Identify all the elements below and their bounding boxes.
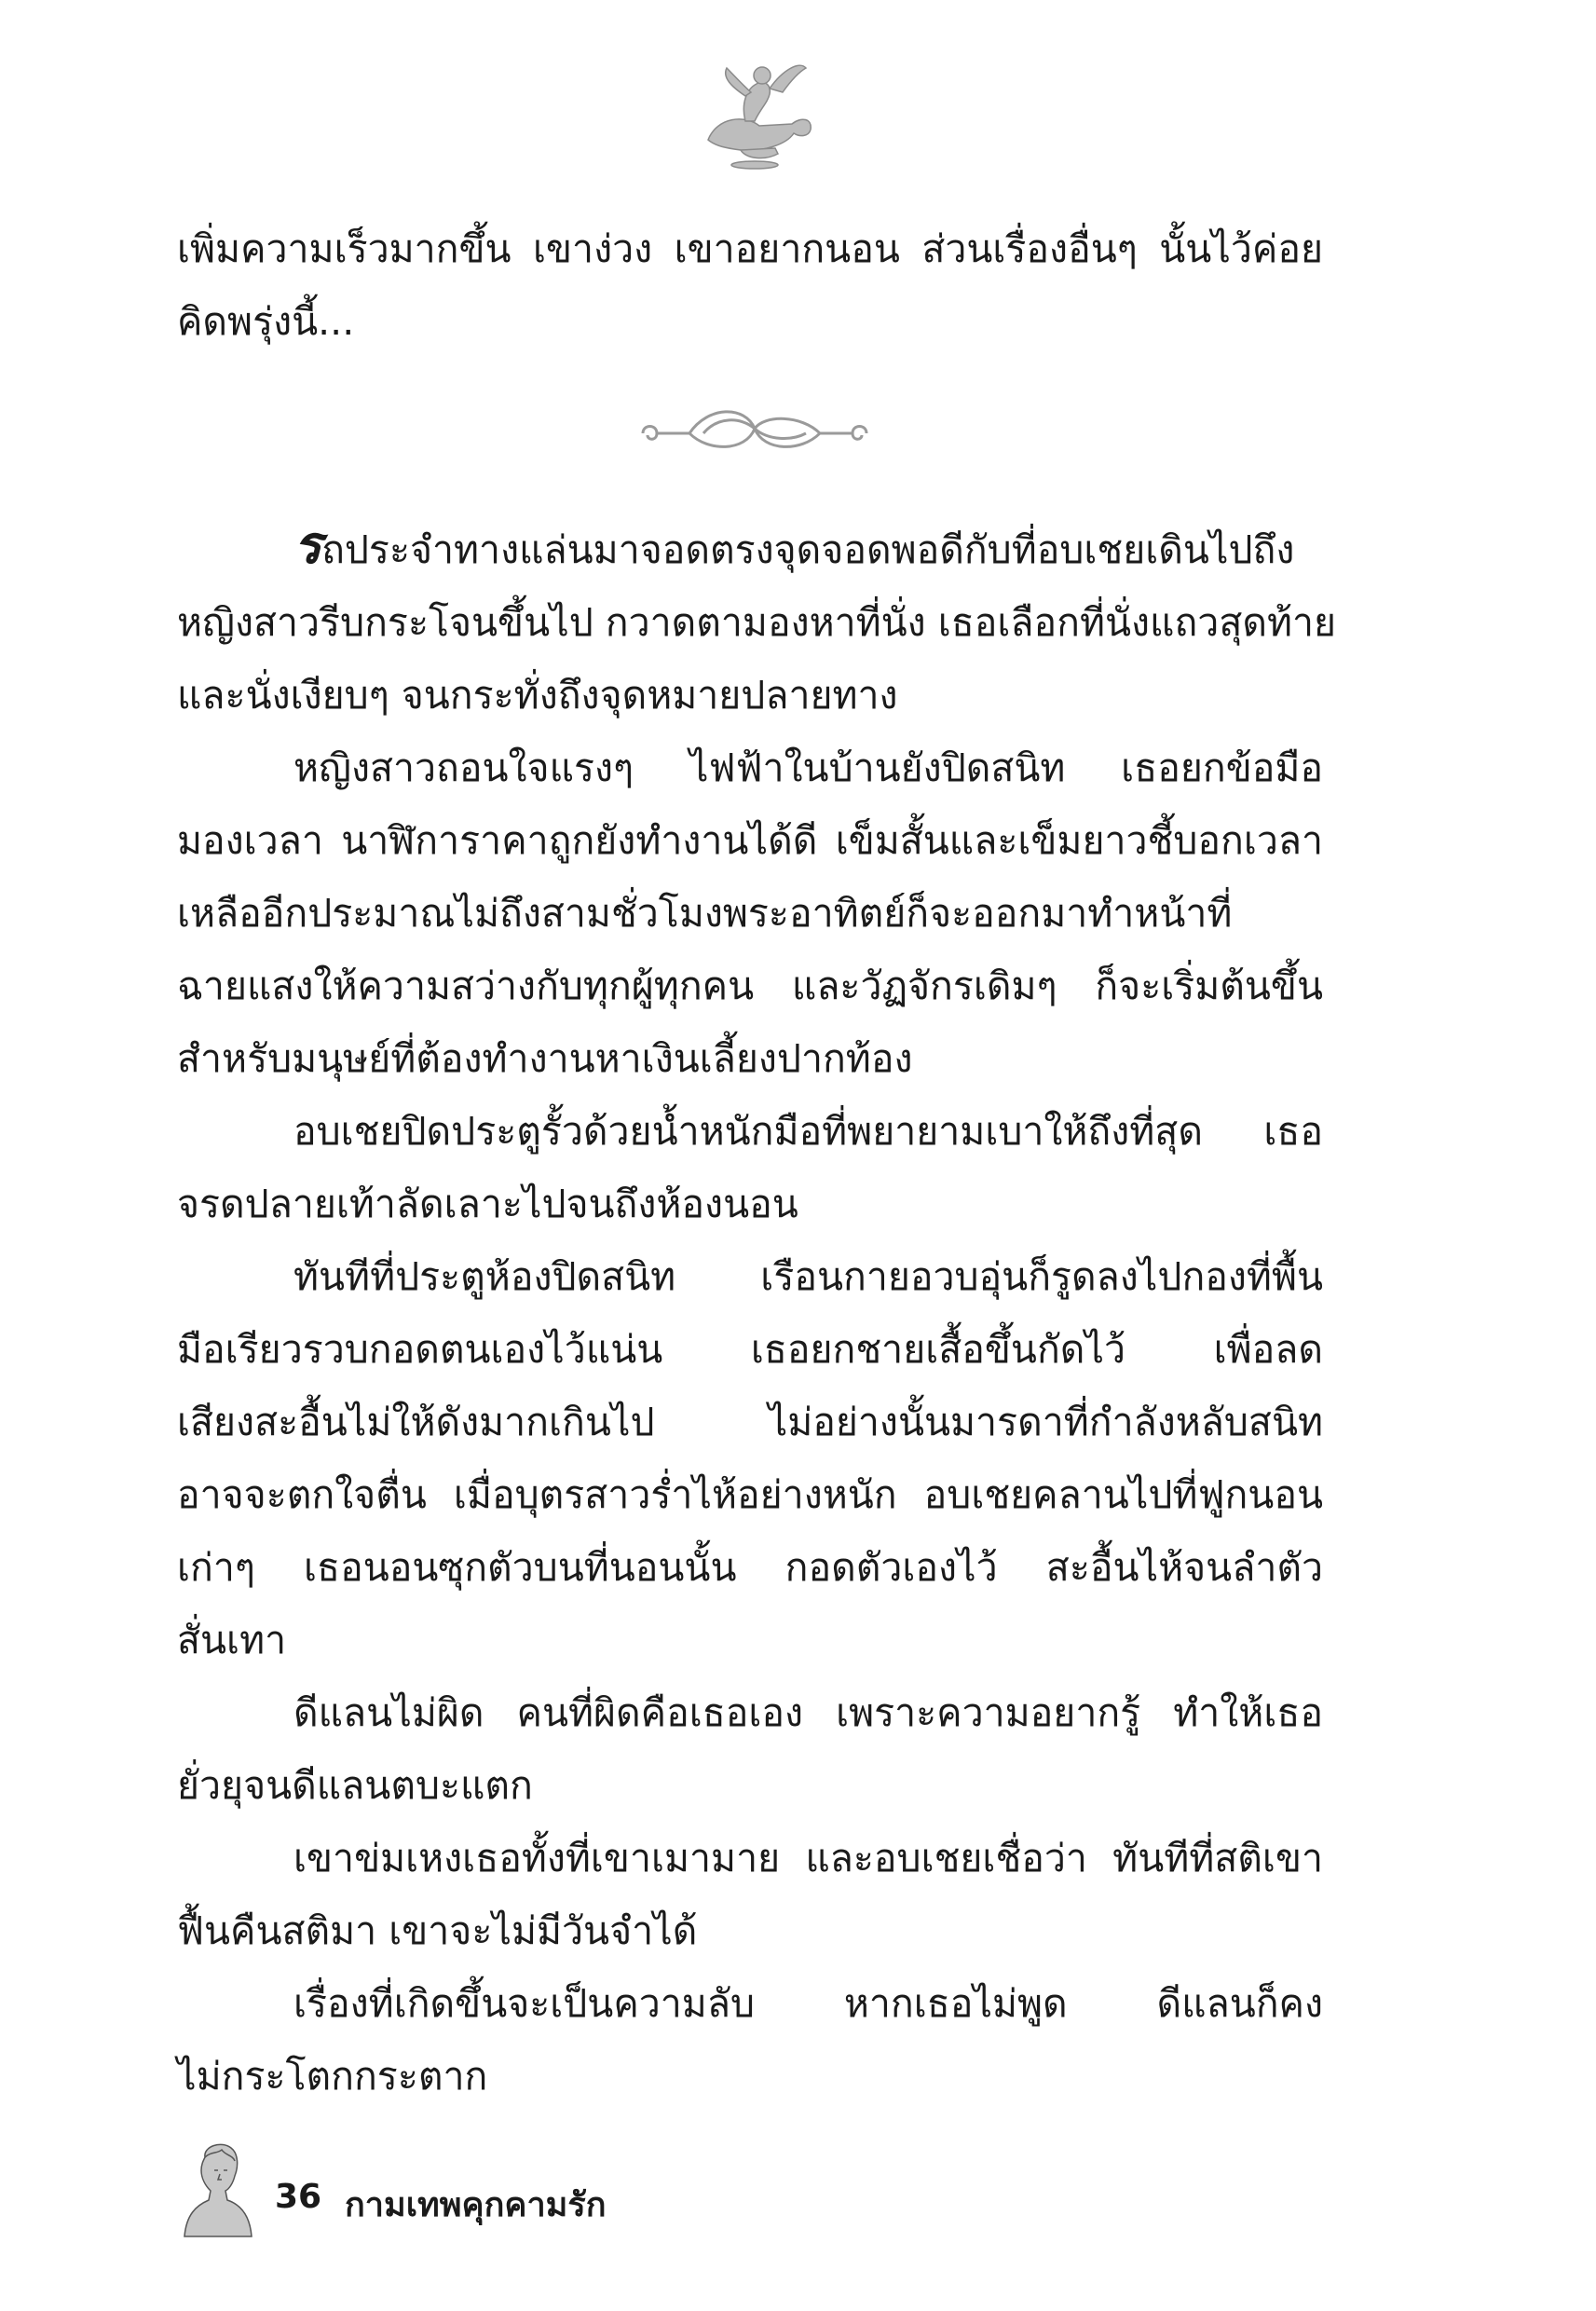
section-body bbox=[177, 509, 1337, 2113]
text-line: สั่นเทา bbox=[177, 1618, 287, 1662]
text-line-rest: ถประจำทางแล่นมาจอดตรงจุดจอดพอดีกับที่อบเชยเดินไปถึง bbox=[321, 527, 1295, 572]
text-line: มองเวลา นาฬิการาคาถูกยังทำงานได้ดี เข็มสั้นและเข็มยาวชี้บอกเวลา bbox=[177, 818, 1323, 863]
text-line: เขาข่มเหงเธอทั้งที่เขาเมามาย และอบเชยเชื่อว่า ทันทีที่สติเขา bbox=[293, 1836, 1323, 1880]
text-line: หญิงสาวถอนใจแรงๆ ไฟฟ้าในบ้านยังปิดสนิท เธอยกข้อมือ bbox=[293, 745, 1323, 790]
text-line: ฉายแสงให้ความสว่างกับทุกผู้ทุกคน และวัฏจักรเดิมๆ ก็จะเริ่มต้นขึ้น bbox=[177, 964, 1323, 1008]
text-line: จรดปลายเท้าลัดเลาะไปจนถึงห้องนอน bbox=[177, 1182, 798, 1226]
text-line: และนั่งเงียบๆ จนกระทั่งถึงจุดหมายปลายทาง bbox=[177, 673, 898, 718]
text-line: อาจจะตกใจตื่น เมื่อบุตรสาวร่ำไห้อย่างหนัก อบเชยคลานไปที่ฟูกนอน bbox=[177, 1472, 1323, 1517]
text-line: สำหรับมนุษย์ที่ต้องทำงานหาเงินเลี้ยงปากท้อง bbox=[177, 1036, 913, 1081]
text-line: ดีแลนไม่ผิด คนที่ผิดคือเธอเอง เพราะความอยากรู้ ทำให้เธอ bbox=[293, 1690, 1323, 1735]
text-line: ฟื้นคืนสติมา เขาจะไม่มีวันจำได้ bbox=[177, 1908, 698, 1953]
text-line: ยั่วยุจนดีแลนตบะแตก bbox=[177, 1763, 533, 1808]
text-line: เหลืออีกประมาณไม่ถึงสามชั่วโมงพระอาทิตย์ก็จะออกมาทำหน้าที่ bbox=[177, 891, 1233, 936]
text-line bbox=[177, 509, 1323, 586]
book-title: กามเทพคุกคามรัก bbox=[345, 2186, 607, 2224]
text-line: เสียงสะอื้นไม่ให้ดังมากเกินไป ไม่อย่างนั้นมารดาที่กำลังหลับสนิท bbox=[177, 1400, 1323, 1444]
text-line: มือเรียวรวบกอดตนเองไว้แน่น เธอยกชายเสื้อขึ้นกัดไว้ เพื่อลด bbox=[177, 1327, 1323, 1372]
text-line: เพิ่มความเร็วมากขึ้น เขาง่วง เขาอยากนอน ส่วนเรื่องอื่นๆ นั้นไว้ค่อย bbox=[177, 226, 1323, 271]
scroll-divider-ornament bbox=[624, 396, 885, 461]
paragraph-continued bbox=[177, 212, 1323, 358]
text-line: ทันทีที่ประตูห้องปิดสนิท เรือนกายอวบอุ่นก็รูดลงไปกองที่พื้น bbox=[293, 1254, 1323, 1299]
page-number: 36 bbox=[275, 2178, 322, 2216]
text-line: คิดพรุ่งนี้... bbox=[177, 299, 355, 344]
text-line: ไม่กระโตกกระตาก bbox=[177, 2054, 488, 2099]
statue-bust-icon bbox=[177, 2139, 256, 2241]
text-line: อบเชยปิดประตูรั้วด้วยน้ำหนักมือที่พยายามเบาให้ถึงที่สุด เธอ bbox=[293, 1109, 1323, 1154]
drop-cap: ร bbox=[293, 514, 322, 576]
text-line: เก่าๆ เธอนอนซุกตัวบนที่นอนนั้น กอดตัวเองไว้ สะอื้นไห้จนลำตัว bbox=[177, 1545, 1323, 1590]
cherub-lamp-ornament bbox=[689, 51, 820, 172]
text-line: หญิงสาวรีบกระโจนขึ้นไป กวาดตามองหาที่นั่ง เธอเลือกที่นั่งแถวสุดท้าย bbox=[177, 600, 1337, 645]
page-footer bbox=[177, 2139, 922, 2241]
text-line: เรื่องที่เกิดขึ้นจะเป็นความลับ หากเธอไม่พูด ดีแลนก็คง bbox=[293, 1981, 1323, 2026]
